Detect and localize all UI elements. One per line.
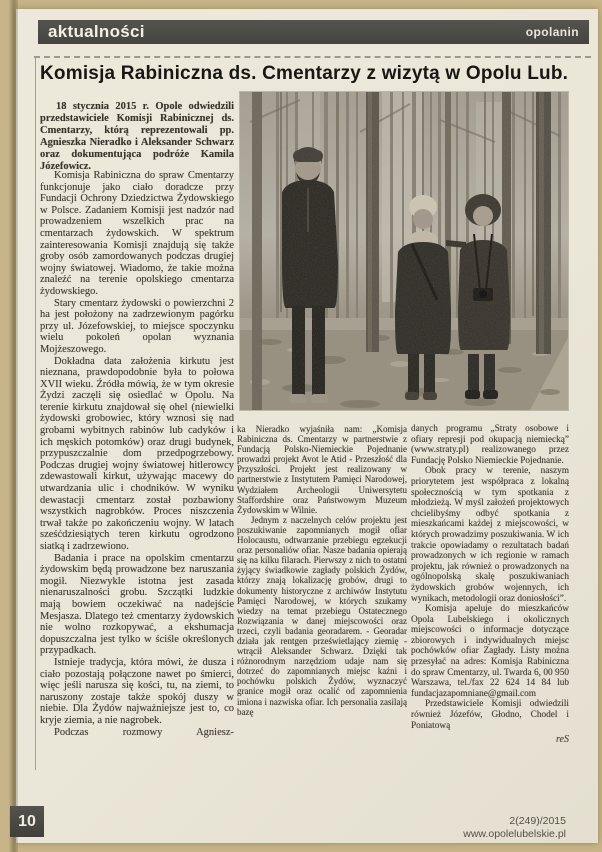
paragraph: Badania i prace na opolskim cmentarzu żydowskim będą prowadzone bez naruszania mogił. Niezwykle istotna jest zasada nienaruszalności grobu. Szczątki ludzkie mają bowiem oczekiwać na nadejście Mesjasza. Dlatego też cmentarzy żydowskich nie wolno rozkopywać, a ekshumacja dopuszczalna jest tylko w ściśle określonych przypadkach. <box>40 552 234 657</box>
column-left <box>40 170 234 804</box>
paragraph: Stary cmentarz żydowski o powierzchni 2 ha jest położony na zadrzewionym pagórku przy ul. Józefowskiej, to miejsce spoczynku wielu pokoleń opolan wyznania Mojżeszowego. <box>40 297 234 355</box>
masthead-bar <box>38 20 589 44</box>
paragraph: Jednym z naczelnych celów projektu jest poszukiwanie zapomnianych mogił ofiar Holocaustu, odtwarzanie przebiegu egzekucji oraz personaliów ofiar. Nasze badania opierają się na kilku filarach. Pierwszy z nich to ostatni żyjący świadkowie zagłady polskich Żydów, którzy znają lokalizację grobów, drugi to dokumenty historyczne z archiwów Instytutu Pamięci Narodowej, w których szukamy wiedzy na temat przebiegu Ostatecznego Rozwiązania w danej miejscowości oraz trzeci, czyli badania georadarem. - Georadar działa jak rentgen prześwietlający ziemię - wtrącił Aleksander Schwarz. Dzięki tak różnorodnym narzędziom udaje nam się dotrzeć do zapomnianych miejsc kaźni i pochówku polskich Żydów, wyznaczyć granice mogił oraz ocalić od zapomnienia imiona i nazwiska ofiar. Ich personalia zasilają bazę <box>237 514 407 717</box>
paragraph: Obok pracy w terenie, naszym priorytetem jest współpraca z lokalną społecznością w tym spotkania z młodzieżą. W myśl założeń projektowych chcielibyśmy odbyć spotkania z mieszkańcami każdej z miejscowości, w których prowadzimy poszukiwania. W ich trakcie opowiadamy o rezultatach badań prowadzonych w ich regionie w ramach projektu, jak również o prowadzonych na ogólnopolską skalę poszukiwaniach żydowskich grobów wojennych, ich wynikach, metodologii oraz doniosłości”. <box>411 466 569 604</box>
paragraph: Podczas rozmowy Agniesz- <box>54 726 234 738</box>
article-left-rule <box>35 58 36 770</box>
paragraph: danych programu „Straty osobowe i ofiary represji pod okupacją niemiecką” (www.straty.pl) realizowanego przez Fundację Polsko Niemieckie Pojednanie. <box>411 424 569 466</box>
footer-issue-block <box>463 815 566 841</box>
dashed-divider <box>34 56 591 58</box>
newspaper-page <box>16 9 598 843</box>
paragraph: Dokładna data założenia kirkutu jest nieznana, prawdopodobnie była to połowa XVII wieku. Źródła mówią, że w tym okresie Żydzi zaczęli się osiedlać w Opolu. Na terenie kirkutu znajdował się ohel (niewielki żydowski grobowiec, który wznosi się nad grobami wybitnych rabinów lub cadyków i ich męskich potomków) oraz drugi budynek, przypuszczalnie dom przedpogrzebowy. Podczas drugiej wojny światowej hitlerowcy zdewastowali kirkut, używając macewy do utwardzania ulic i chodników. W wyniku dewastacji cmentarz został pozbawiony wszystkich nagrobków. Proces niszczenia trwał także po zakończeniu wojny. W latach sześćdziesiątych teren kirkutu ogrodzono siatką i zadrzewiono. <box>40 355 234 552</box>
website-text: www.opolelubelskie.pl <box>463 828 566 840</box>
issue-label: 2(249)/2015 <box>509 815 566 827</box>
scan-edge-shadow <box>9 0 18 852</box>
column-right <box>411 424 569 796</box>
column-middle <box>237 424 407 806</box>
page-number: 10 <box>10 806 44 837</box>
section-label: aktualności <box>48 22 145 41</box>
paragraph: Istnieje tradycja, która mówi, że dusza i ciało pozostają połączone nawet po śmierci, więc jeśli narusza się kości, tu, na ziemi, to naruszony zostaje także spokój duszy w niebie. Dla Żydów najważniejsze jest to, co kryje ziemia, a nie nagrobek. <box>40 656 234 726</box>
paragraph: Przedstawiciele Komisji odwiedzili również Józefów, Głodno, Chodel i Poniatową <box>411 699 569 731</box>
lead-paragraph: 18 stycznia 2015 r. Opole odwiedzili przedstawiciele Komisji Rabinicznej ds. Cmentarzy, którą reprezentowali pp. Agnieszka Nieradko i Aleksander Schwarz oraz dokumentująca podróże Kamila Józefowicz. <box>40 100 234 172</box>
article-title: Komisja Rabiniczna ds. Cmentarzy z wizytą w Opolu Lub. <box>40 63 569 84</box>
paragraph: ka Nieradko wyjaśniła nam: „Komisja Rabiniczna ds. Cmentarzy w partnerstwie z Fundacją Polsko-Niemieckie Pojednanie prowadzi projekt Avot le Atid - Przeszłość dla Przyszłości. Projekt jest realizowany w partnerstwie z Instytutem Pamięci Narodowej, Wydziałem Archeologii Uniwersytetu Staffordshire oraz Państwowym Muzeum Żydowskim w Wilnie. <box>237 424 407 515</box>
author-signature: reS <box>556 734 569 746</box>
paragraph: Komisja apeluje do mieszkańców Opola Lubelskiego i okolicznych miejscowości o informacje dotyczące zbiorowych i indywidualnych miejsc pochówków ofiar Zagłady. Listy można przesyłać na adres: Komisja Rabiniczna do spraw Cmentarzy, ul. Twarda 6, 00 950 Warszawa, tel./fax 22 624 14 84 lub fundacjazapomniane@gmail.com <box>411 604 569 699</box>
forest-photo-illustration <box>240 92 568 410</box>
masthead-brand: opolanin <box>525 25 579 39</box>
paragraph: Komisja Rabiniczna do spraw Cmentarzy funkcjonuje jako ciało doradcze przy Fundacji Ochrony Dziedzictwa Żydowskiego w Polsce. Zadaniem Komisji jest nadzór nad prowadzeniem wszelkich prac na cmentarzach żydowskich. W spektrum zainteresowania Komisji znajdują się także groby osób zamordowanych podczas drugiej wojny światowej. Wiadomo, że takie można znaleźć na terenie opolskiego cmentarza żydowskiego. <box>40 170 234 297</box>
article-photo <box>240 92 568 410</box>
